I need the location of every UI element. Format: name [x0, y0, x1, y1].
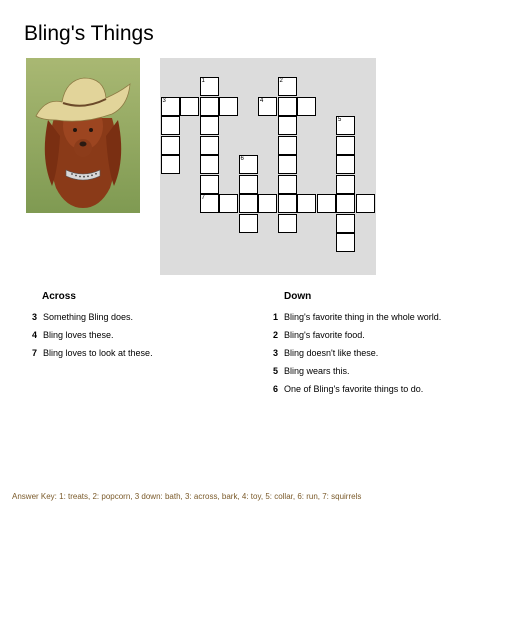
clue-text: Bling wears this.	[284, 366, 350, 376]
crossword-cell[interactable]	[278, 116, 297, 135]
clue-text: Bling doesn't like these.	[284, 348, 379, 358]
crossword-cell[interactable]	[200, 155, 219, 174]
crossword-cell[interactable]	[336, 233, 355, 252]
clue-number: 6	[273, 384, 279, 394]
crossword-cell[interactable]	[278, 175, 297, 194]
across-clue	[32, 329, 114, 341]
crossword-cell[interactable]	[239, 155, 258, 174]
clue-text: Bling loves to look at these.	[43, 348, 153, 358]
crossword-cell[interactable]	[161, 116, 180, 135]
cell-number: 5	[338, 117, 342, 123]
crossword-cell[interactable]	[239, 214, 258, 233]
down-heading: Down	[284, 291, 312, 302]
crossword-cell[interactable]	[200, 175, 219, 194]
down-clue	[273, 365, 350, 377]
clue-text: Bling's favorite thing in the whole world.	[284, 312, 442, 322]
crossword-cell[interactable]	[336, 214, 355, 233]
crossword-cell[interactable]	[239, 194, 258, 213]
clue-text: Bling's favorite food.	[284, 330, 365, 340]
crossword-cell[interactable]	[200, 194, 219, 213]
crossword-cell[interactable]	[278, 155, 297, 174]
crossword-cell[interactable]	[278, 194, 297, 213]
crossword-cell[interactable]	[356, 194, 375, 213]
clue-text: One of Bling's favorite things to do.	[284, 384, 424, 394]
crossword-cell[interactable]	[278, 97, 297, 116]
crossword-cell[interactable]	[258, 97, 277, 116]
crossword-cell[interactable]	[200, 77, 219, 96]
down-clue	[273, 329, 365, 341]
page-title: Bling's Things	[24, 22, 154, 45]
crossword-grid	[160, 58, 376, 275]
cell-number: 7	[201, 195, 205, 201]
clue-number: 2	[273, 330, 279, 340]
crossword-cell[interactable]	[336, 116, 355, 135]
crossword-cell[interactable]	[336, 194, 355, 213]
crossword-cell[interactable]	[317, 194, 336, 213]
cell-number: 1	[201, 78, 205, 84]
clue-number: 4	[32, 330, 38, 340]
cell-number: 3	[162, 97, 166, 104]
crossword-cell[interactable]	[161, 136, 180, 155]
crossword-cell[interactable]	[278, 136, 297, 155]
down-clue	[273, 311, 441, 323]
crossword-cell[interactable]	[200, 136, 219, 155]
crossword-cell[interactable]	[278, 77, 297, 96]
cell-number: 2	[279, 78, 283, 84]
crossword-cell[interactable]	[336, 136, 355, 155]
clue-text: Bling loves these.	[43, 330, 114, 340]
across-clue	[32, 311, 133, 323]
cell-number: 6	[240, 156, 244, 162]
crossword-cell[interactable]	[219, 194, 238, 213]
crossword-cell[interactable]	[258, 194, 277, 213]
crossword-cell[interactable]	[297, 194, 316, 213]
clue-text: Something Bling does.	[43, 312, 134, 322]
crossword-cell[interactable]	[297, 97, 316, 116]
down-clue	[273, 383, 423, 395]
crossword-cell[interactable]	[336, 175, 355, 194]
crossword-cell[interactable]	[161, 155, 180, 174]
dog-portrait-image	[26, 58, 140, 213]
crossword-cell[interactable]	[161, 97, 180, 116]
crossword-cell[interactable]	[200, 97, 219, 116]
clue-number: 5	[273, 366, 279, 376]
clue-number: 1	[273, 312, 279, 322]
down-clue	[273, 347, 378, 359]
cell-number: 4	[260, 97, 264, 104]
crossword-cell[interactable]	[200, 116, 219, 135]
clue-number: 3	[273, 348, 279, 358]
answer-key: Answer Key: 1: treats, 2: popcorn, 3 down: bath, 3: across, bark, 4: toy, 5: collar, 6: run, 7: squirrels	[12, 492, 362, 501]
across-clue	[32, 347, 153, 359]
crossword-cell[interactable]	[219, 97, 238, 116]
across-heading: Across	[42, 291, 76, 302]
clue-number: 7	[32, 348, 38, 358]
crossword-cell[interactable]	[180, 97, 199, 116]
crossword-cell[interactable]	[336, 155, 355, 174]
clue-number: 3	[32, 312, 38, 322]
crossword-cell[interactable]	[239, 175, 258, 194]
crossword-cell[interactable]	[278, 214, 297, 233]
